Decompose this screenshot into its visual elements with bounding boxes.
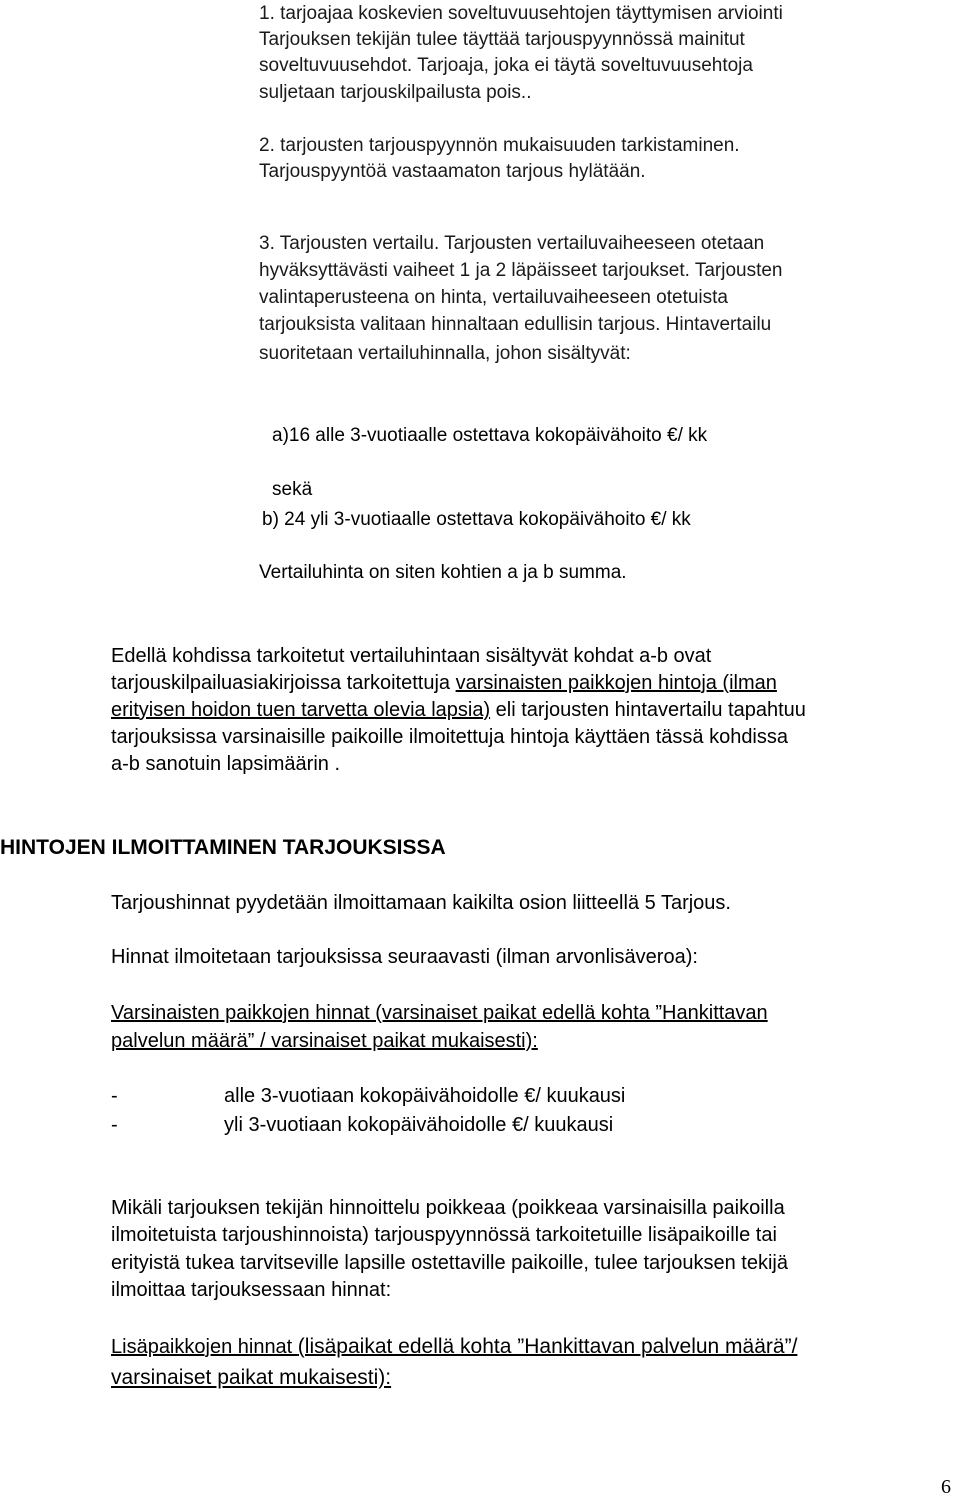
edella-line-3-underlined: erityisen hoidon tuen tarvetta olevia lapsia) (111, 699, 491, 721)
varsinaiset-line-2: palvelun määrä” / varsinaiset paikat mukaisesti): (111, 1030, 538, 1052)
edella-line-3 (111, 696, 806, 724)
mikali-line-2: ilmoitetuista tarjoushinnoista) tarjouspyynnössä tarkoitetuille lisäpaikoille tai (111, 1224, 777, 1246)
mikali-line-3: erityistä tukea tarvitseville lapsille ostettaville paikoille, tulee tarjouksen tekijä (111, 1252, 788, 1274)
lisapaikat-line-2: varsinaiset paikat mukaisesti): (111, 1366, 392, 1389)
list-item-dash-1: - (111, 1085, 118, 1107)
edella-line-2 (111, 669, 777, 697)
edella-line-5: a-b sanotuin lapsimäärin . (111, 753, 341, 775)
connector-seka: sekä (272, 479, 313, 500)
lisapaikat-line-1 (111, 1333, 797, 1361)
item-a: a)16 alle 3-vuotiaalle ostettava kokopäivähoito €/ kk (272, 425, 708, 446)
list-item-1: alle 3-vuotiaan kokopäivähoidolle €/ kuukausi (224, 1085, 626, 1107)
lisapaikat-big-1: (lisäpaikat edellä kohta ”Hankittavan palvelun määrä”/ (297, 1335, 798, 1358)
section2-line-2: Tarjouspyyntöä vastaamaton tarjous hylätään. (259, 161, 646, 182)
mikali-line-4: ilmoittaa tarjouksessaan hinnat: (111, 1279, 392, 1301)
section3-line-3: valintaperusteena on hinta, vertailuvaiheeseen otetuista (259, 287, 728, 308)
section3-line-1: 3. Tarjousten vertailu. Tarjousten vertailuvaiheeseen otetaan (259, 233, 765, 254)
section3-line-4: tarjouksista valitaan hinnaltaan edullisin tarjous. Hintavertailu (259, 314, 772, 335)
list-item-dash-2: - (111, 1114, 118, 1136)
p-hinnat: Hinnat ilmoitetaan tarjouksissa seuraavasti (ilman arvonlisäveroa): (111, 946, 698, 968)
section3-line-5: suoritetaan vertailuhinnalla, johon sisältyvät: (259, 343, 631, 364)
edella-line-1: Edellä kohdissa tarkoitetut vertailuhintaan sisältyvät kohdat a-b ovat (111, 645, 712, 667)
summary-vertailuhinta: Vertailuhinta on siten kohtien a ja b summa. (259, 562, 627, 583)
list-item-2: yli 3-vuotiaan kokopäivähoidolle €/ kuukausi (224, 1114, 614, 1136)
varsinaiset-line-1: Varsinaisten paikkojen hinnat (varsinaiset paikat edellä kohta ”Hankittavan (111, 1002, 768, 1024)
lisapaikat-label: Lisäpaikkojen hinnat (111, 1336, 298, 1358)
edella-line-2-text: tarjouskilpailuasiakirjoissa tarkoitettuja (111, 672, 456, 694)
item-b: b) 24 yli 3-vuotiaalle ostettava kokopäivähoito €/ kk (262, 509, 691, 530)
edella-line-3-text: eli tarjousten hintavertailu tapahtuu (490, 699, 806, 721)
section1-line-3: soveltuvuusehdot. Tarjoaja, joka ei täytä soveltuvuusehtoja (259, 55, 753, 76)
mikali-line-1: Mikäli tarjouksen tekijän hinnoittelu poikkeaa (poikkeaa varsinaisilla paikoilla (111, 1197, 785, 1219)
section1-line-2: Tarjouksen tekijän tulee täyttää tarjouspyynnössä mainitut (259, 29, 745, 50)
p-tarjoushinnat: Tarjoushinnat pyydetään ilmoittamaan kaikilta osion liitteellä 5 Tarjous. (111, 892, 731, 914)
section3-line-2: hyväksyttävästi vaiheet 1 ja 2 läpäisseet tarjoukset. Tarjousten (259, 260, 783, 281)
page-number: 6 (941, 1476, 951, 1498)
section1-line-4: suljetaan tarjouskilpailusta pois.. (259, 82, 532, 103)
section2-line-1: 2. tarjousten tarjouspyynnön mukaisuuden tarkistaminen. (259, 135, 740, 156)
edella-line-2-underlined: varsinaisten paikkojen hintoja (ilman (455, 672, 777, 694)
section-heading: HINTOJEN ILMOITTAMINEN TARJOUKSISSA (0, 836, 446, 859)
edella-line-4: tarjouksissa varsinaisille paikoille ilmoitettuja hintoja käyttäen tässä kohdissa (111, 726, 789, 748)
section1-line-1: 1. tarjoajaa koskevien soveltuvuusehtojen täyttymisen arviointi (259, 3, 783, 24)
